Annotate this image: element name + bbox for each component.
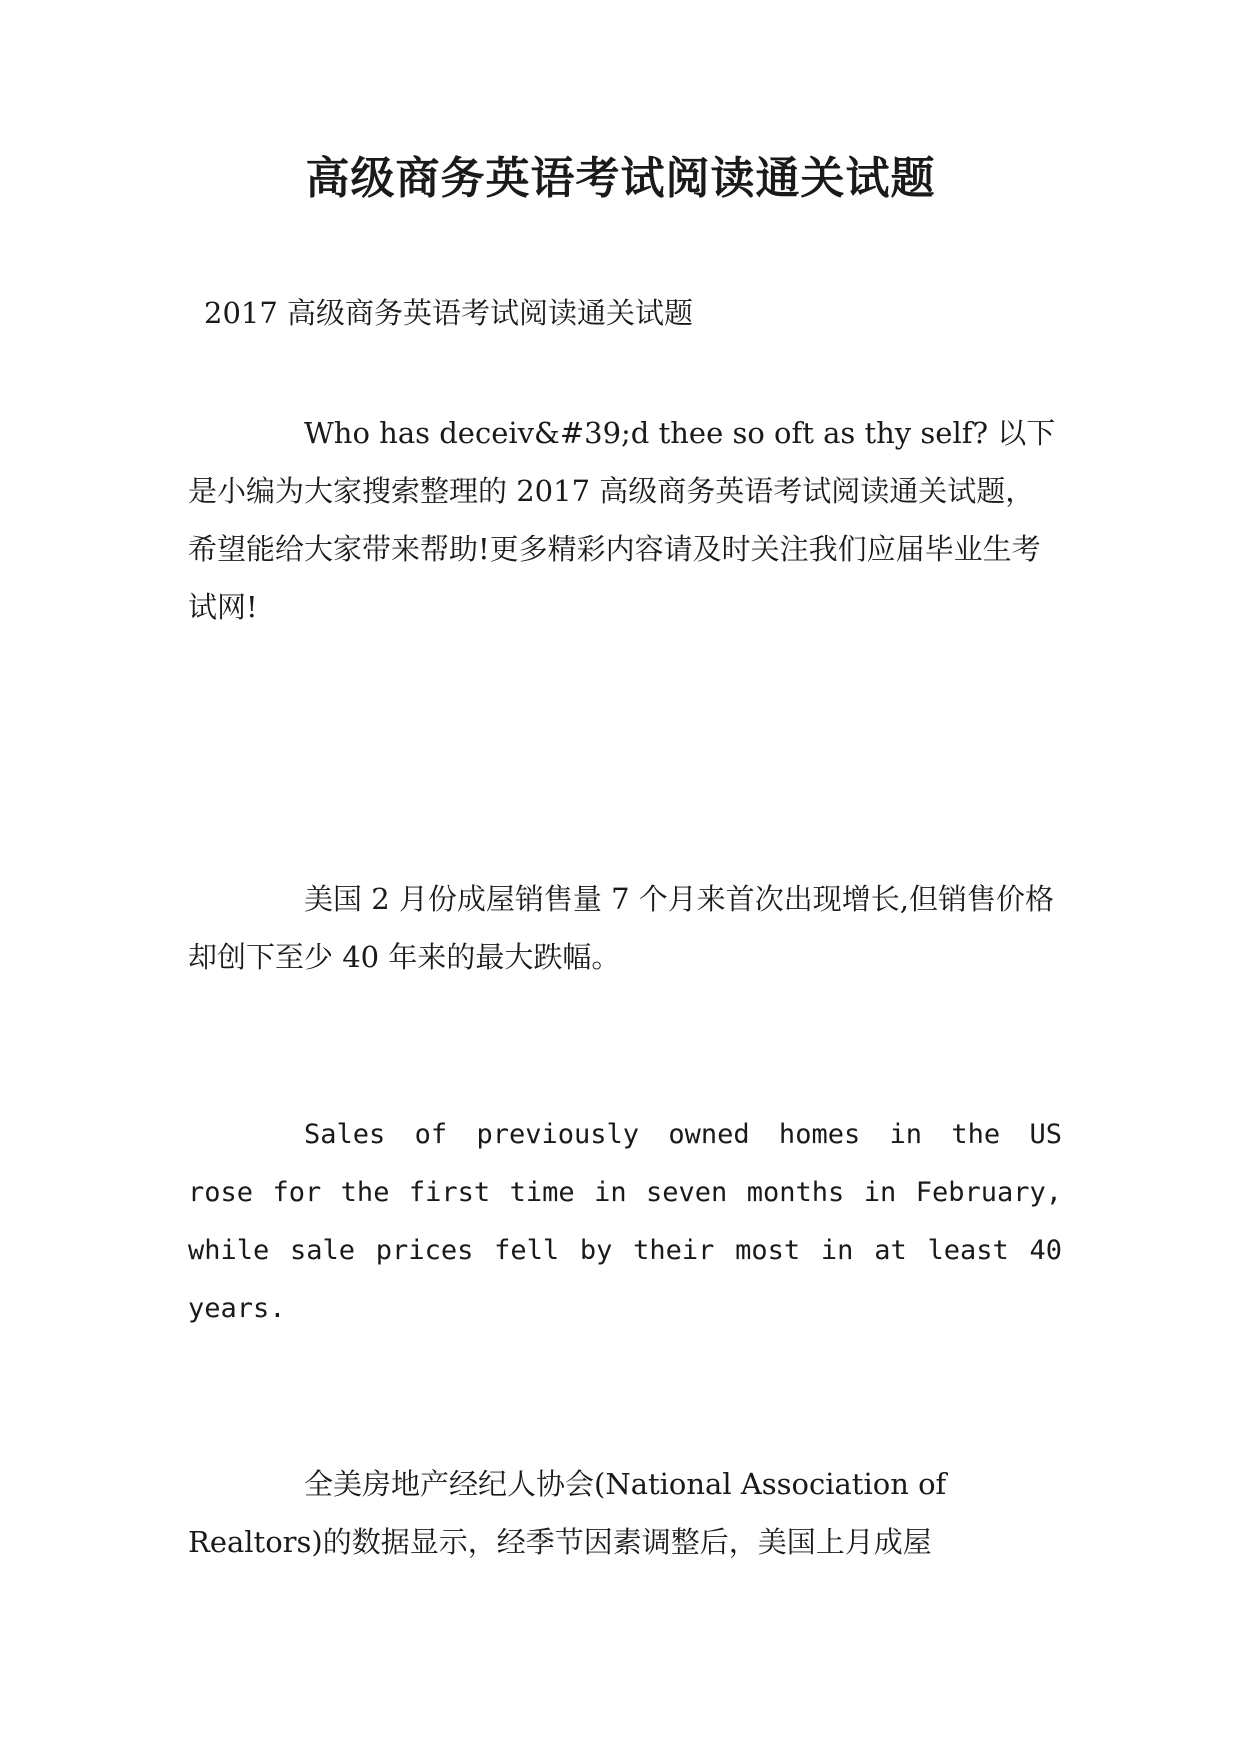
document-title: 高级商务英语考试阅读通关试题 [305, 153, 936, 204]
intro-paragraph: Who has deceiv&#39;d thee so oft as thy self? 以下是小编为大家搜索整理的 2017 高级商务英语考试阅读通关试题，希望能给大家带来帮助!更多精彩内容请及时关注我们应届毕业生考试网! [188, 416, 1056, 624]
english-paragraph-1: Sales of previously owned homes in the US rose for the first time in seven months in February, while sale prices fell by their most in at least 40 years. [188, 1119, 1062, 1324]
document-subtitle: 2017 高级商务英语考试阅读通关试题 [204, 296, 694, 330]
chinese-paragraph-2: 全美房地产经纪人协会(National Association of Realtors)的数据显示，经季节因素调整后，美国上月成屋 [188, 1467, 947, 1559]
chinese-paragraph-1: 美国 2 月份成屋销售量 7 个月来首次出现增长,但销售价格却创下至少 40 年来的最大跌幅。 [188, 882, 1054, 974]
